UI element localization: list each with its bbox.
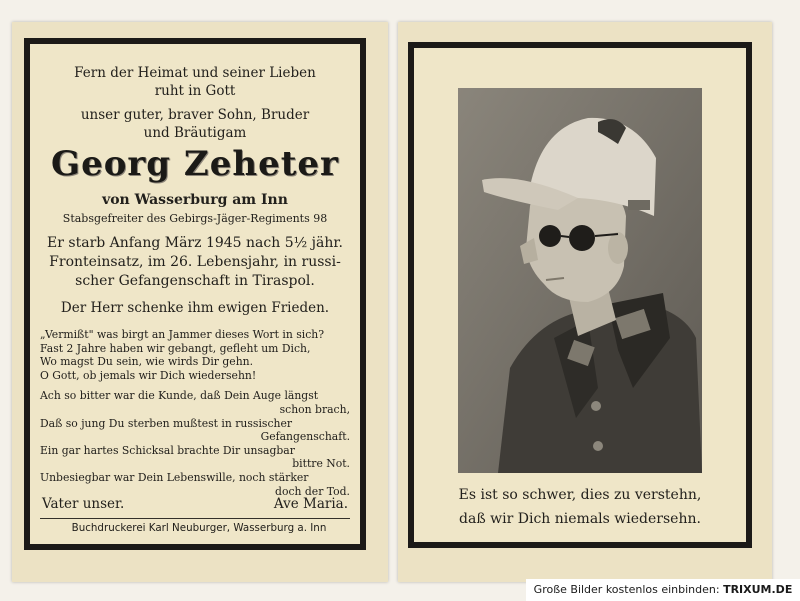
poem-line: Unbesiegbar war Dein Lebenswille, noch stärker [40, 470, 309, 484]
origin-line: von Wasserburg am Inn [102, 192, 288, 208]
intro-line: und Bräutigam [143, 125, 247, 141]
rank-line: Stabsgefreiter des Gebirgs-Jäger-Regiments 98 [62, 212, 328, 225]
death-line: Er starb Anfang März 1945 nach 5½ jähr. [47, 235, 343, 251]
poem-line: Fast 2 Jahre haben wir gebangt, gefleht um Dich, [40, 341, 311, 355]
memorial-card-right [398, 22, 772, 582]
printer-imprint: Buchdruckerei Karl Neuburger, Wasserburg a. Inn [71, 522, 327, 534]
closing-ave-maria: Ave Maria. [273, 496, 348, 512]
poem-line: schon brach, [279, 402, 350, 416]
poem-line: Gefangenschaft. [260, 430, 350, 444]
closing-prayers [42, 496, 348, 512]
watermark-banner [526, 579, 800, 601]
intro-line: Fern der Heimat und seiner Lieben [74, 65, 316, 81]
prayer-line: Der Herr schenke ihm ewigen Frieden. [60, 300, 330, 316]
memorial-card-left [12, 22, 388, 582]
poem [40, 328, 350, 498]
intro-line: ruht in Gott [154, 83, 236, 99]
black-border-frame [24, 38, 366, 550]
intro-line: unser guter, braver Sohn, Bruder [80, 107, 310, 123]
death-line: Fronteinsatz, im 26. Lebensjahr, in russi- [49, 254, 341, 270]
caption-line: Es ist so schwer, dies zu verstehn, [458, 487, 702, 503]
poem-line: O Gott, ob jemals wir Dich wiedersehn! [40, 368, 257, 382]
closing-vater-unser: Vater unser. [42, 496, 125, 512]
poem-line: bittre Not. [292, 457, 350, 471]
poem-line: Wo magst Du sein, wie wirds Dir gehn. [40, 355, 254, 369]
poem-line: Ach so bitter war die Kunde, daß Dein Auge längst [40, 389, 319, 403]
watermark-brand: TRIXUM.DE [723, 583, 793, 596]
poem-line: Daß so jung Du sterben mußtest in russischer [40, 416, 292, 430]
portrait-photo [458, 88, 702, 473]
divider [40, 518, 350, 519]
deceased-name: Georg Zeheter [51, 144, 339, 184]
watermark-text: Große Bilder kostenlos einbinden: [533, 583, 720, 596]
poem-line: „Vermißt" was birgt an Jammer dieses Wort in sich? [40, 328, 324, 341]
poem-line: doch der Tod. [275, 484, 350, 498]
soldier-portrait-image [458, 88, 702, 473]
poem-line: Ein gar hartes Schicksal brachte Dir unsagbar [40, 443, 295, 457]
black-border-frame [408, 42, 752, 548]
caption-line: daß wir Dich niemals wiedersehn. [459, 511, 701, 527]
death-line: scher Gefangenschaft in Tiraspol. [75, 273, 315, 289]
